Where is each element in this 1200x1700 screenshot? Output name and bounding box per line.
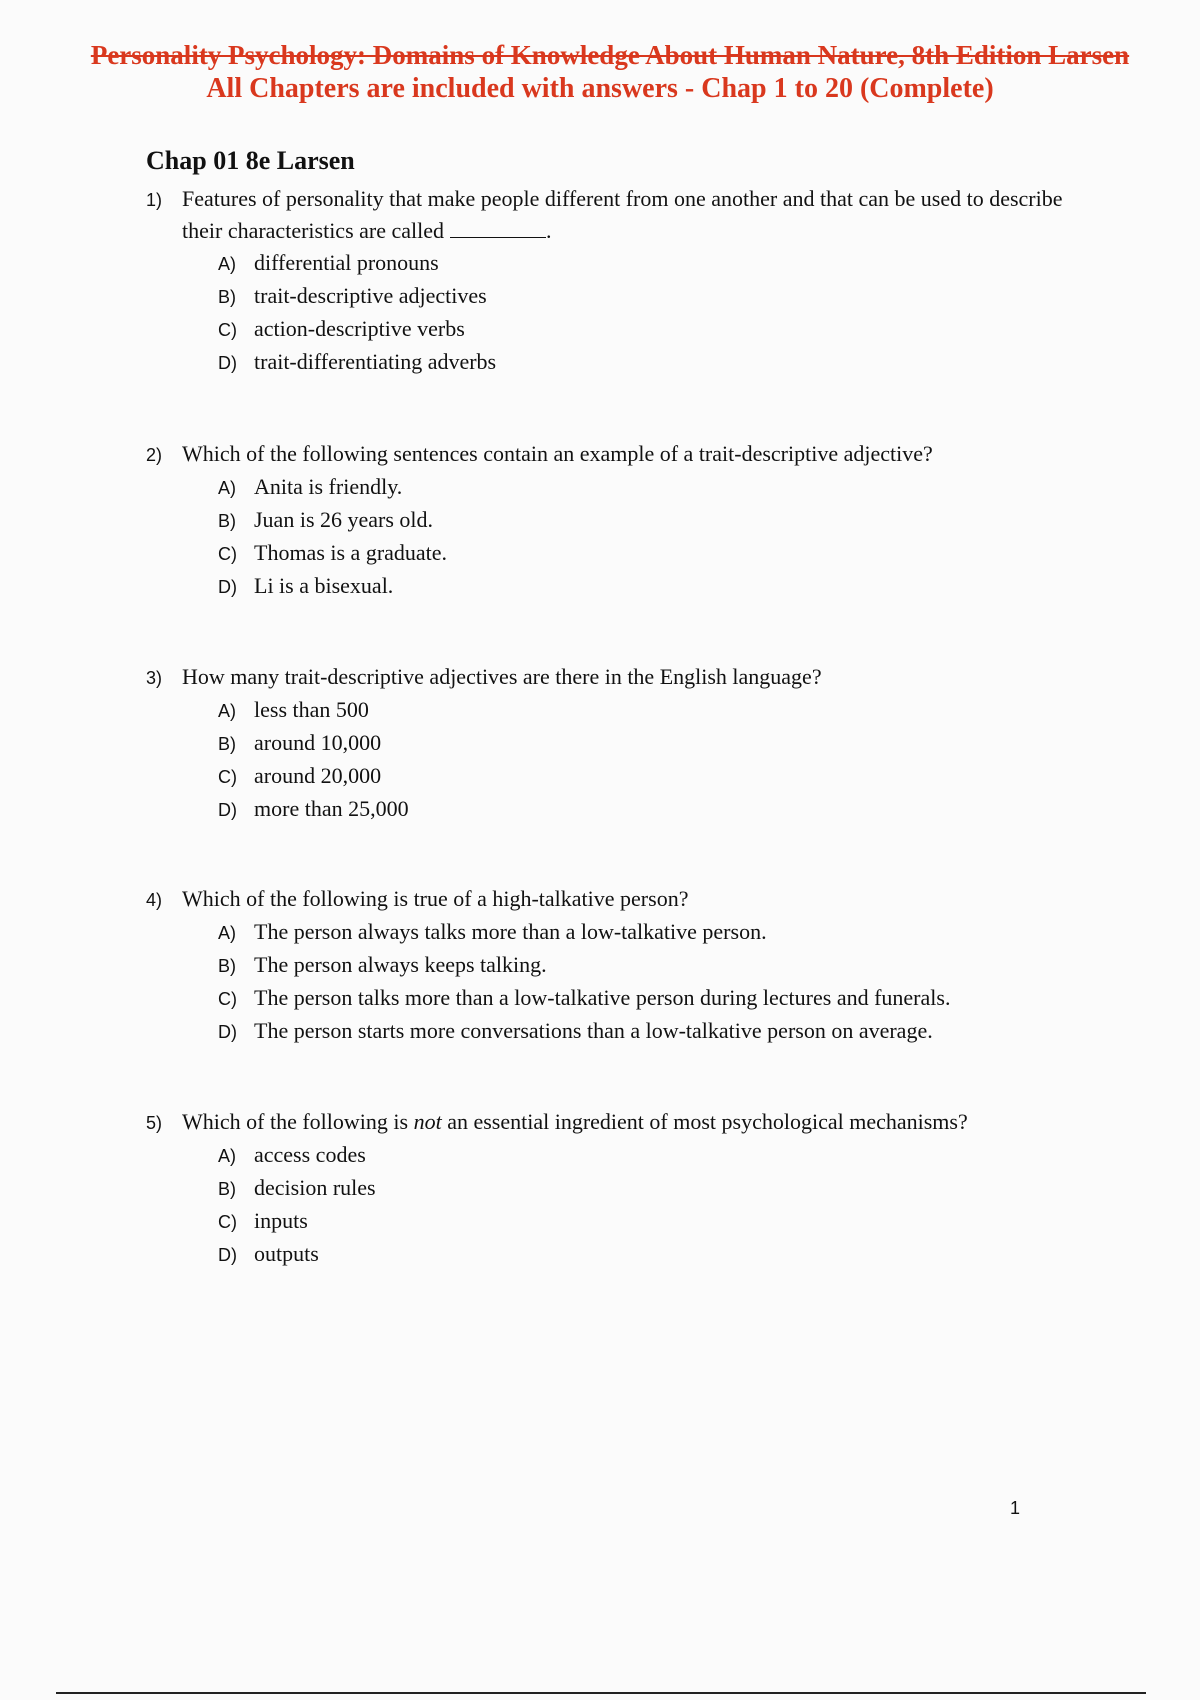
- question-text-emphasis: not: [413, 1109, 442, 1134]
- option-text: around 20,000: [254, 763, 382, 788]
- question-stem: [146, 883, 1066, 916]
- document-subtitle: All Chapters are included with answers - Chap 1 to 20 (Complete): [206, 73, 994, 104]
- option-d: [146, 1238, 1066, 1271]
- option-text: access codes: [254, 1142, 366, 1167]
- question-text-after: an essential ingredient of most psychological mechanisms?: [441, 1109, 968, 1134]
- option-letter: B): [218, 511, 236, 531]
- question-text-before: Which of the following is: [182, 1109, 414, 1134]
- question-text: [182, 1106, 1066, 1139]
- option-text: around 10,000: [254, 730, 382, 755]
- option-letter: D): [218, 1245, 237, 1265]
- option-letter: C): [218, 544, 237, 564]
- option-letter: C): [218, 1212, 237, 1232]
- option-letter: D): [218, 800, 237, 820]
- options-list: [146, 471, 1066, 603]
- question-stem: [146, 438, 1066, 471]
- question-text-content: Features of personality that make people different from one another and that can be used to describe their characteristics are called: [182, 186, 1063, 243]
- question-text: Which of the following sentences contain an example of a trait-descriptive adjective?: [182, 441, 933, 466]
- question-1: [146, 183, 1066, 379]
- option-c: [146, 982, 1066, 1015]
- options-list: [146, 694, 1066, 826]
- question-2: [146, 438, 1066, 603]
- option-text: inputs: [254, 1208, 308, 1233]
- options-list: [146, 916, 1066, 1048]
- question-stem: [146, 1106, 1066, 1139]
- option-b: [146, 727, 1066, 760]
- document-title: Personality Psychology: Domains of Knowledge About Human Nature, 8th Edition Larsen: [90, 40, 1130, 70]
- option-letter: D): [218, 1022, 237, 1042]
- option-text: The person talks more than a low-talkative person during lectures and funerals.: [254, 985, 951, 1010]
- question-number: 5): [146, 1113, 163, 1133]
- option-letter: B): [218, 287, 236, 307]
- option-d: [146, 570, 1066, 603]
- question-number: 3): [146, 668, 163, 688]
- option-letter: B): [218, 956, 236, 976]
- option-letter: D): [218, 577, 237, 597]
- option-text: action-descriptive verbs: [254, 316, 465, 341]
- option-b: [146, 949, 1066, 982]
- option-letter: B): [218, 1179, 236, 1199]
- option-c: [146, 313, 1066, 346]
- option-b: [146, 280, 1066, 313]
- answer-blank: [450, 215, 546, 238]
- option-text: differential pronouns: [254, 250, 439, 275]
- option-letter: A): [218, 923, 236, 943]
- question-number: 4): [146, 890, 163, 910]
- option-letter: C): [218, 767, 237, 787]
- option-b: [146, 504, 1066, 537]
- option-d: [146, 1015, 1066, 1048]
- question-number: 2): [146, 445, 163, 465]
- question-text: [182, 183, 1066, 247]
- question-stem: [146, 661, 1066, 694]
- question-text: How many trait-descriptive adjectives are there in the English language?: [182, 664, 822, 689]
- option-text: trait-descriptive adjectives: [254, 283, 487, 308]
- option-a: [146, 247, 1066, 280]
- option-letter: B): [218, 734, 236, 754]
- option-c: [146, 1205, 1066, 1238]
- options-list: [146, 247, 1066, 379]
- question-stem: [146, 183, 1066, 247]
- option-text: Li is a bisexual.: [254, 573, 394, 598]
- option-text: Thomas is a graduate.: [254, 540, 448, 565]
- options-list: [146, 1139, 1066, 1271]
- option-letter: A): [218, 701, 236, 721]
- footer-divider: [56, 1692, 1146, 1694]
- option-c: [146, 760, 1066, 793]
- question-number: 1): [146, 190, 163, 210]
- option-text: less than 500: [254, 697, 369, 722]
- question-5: [146, 1106, 1066, 1271]
- option-c: [146, 537, 1066, 570]
- option-a: [146, 1139, 1066, 1172]
- option-letter: A): [218, 478, 236, 498]
- option-text: Anita is friendly.: [254, 474, 403, 499]
- option-letter: A): [218, 254, 236, 274]
- question-4: [146, 883, 1066, 1048]
- option-a: [146, 694, 1066, 727]
- option-text: more than 25,000: [254, 796, 409, 821]
- option-letter: D): [218, 353, 237, 373]
- option-text: The person starts more conversations than a low-talkative person on average.: [254, 1018, 933, 1043]
- option-b: [146, 1172, 1066, 1205]
- option-text: The person always keeps talking.: [254, 952, 547, 977]
- option-a: [146, 916, 1066, 949]
- option-a: [146, 471, 1066, 504]
- option-text: Juan is 26 years old.: [254, 507, 434, 532]
- option-letter: C): [218, 320, 237, 340]
- question-text: Which of the following is true of a high-talkative person?: [182, 886, 689, 911]
- option-text: decision rules: [254, 1175, 376, 1200]
- option-letter: C): [218, 989, 237, 1009]
- option-text: outputs: [254, 1241, 319, 1266]
- question-suffix: .: [546, 218, 552, 243]
- option-d: [146, 793, 1066, 826]
- option-letter: A): [218, 1146, 236, 1166]
- page-number: 1: [1010, 1498, 1021, 1518]
- option-text: The person always talks more than a low-talkative person.: [254, 919, 767, 944]
- chapter-heading: Chap 01 8e Larsen: [146, 146, 355, 175]
- option-d: [146, 346, 1066, 379]
- option-text: trait-differentiating adverbs: [254, 349, 497, 374]
- question-3: [146, 661, 1066, 826]
